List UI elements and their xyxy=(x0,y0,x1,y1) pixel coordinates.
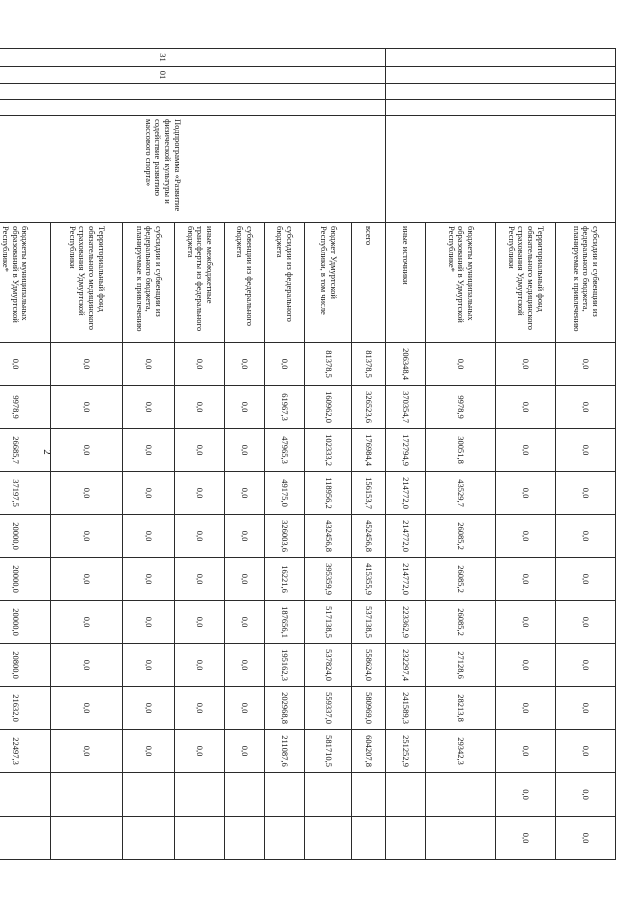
value-cell: 0,0 xyxy=(0,343,51,386)
value-cell: 604207,8 xyxy=(352,730,386,773)
value-cell: 0,0 xyxy=(225,687,265,730)
value-cell: 0,0 xyxy=(496,601,556,644)
value-cell: 214772,0 xyxy=(386,558,426,601)
value-cell xyxy=(426,817,496,860)
value-cell: 0,0 xyxy=(496,515,556,558)
value-cell xyxy=(123,817,175,860)
value-cell: 0,0 xyxy=(496,687,556,730)
value-cell: 415355,9 xyxy=(352,558,386,601)
value-cell: 0,0 xyxy=(556,343,616,386)
value-cell: 0,0 xyxy=(556,817,616,860)
value-cell: 214772,0 xyxy=(386,515,426,558)
value-cell: 326523,6 xyxy=(352,386,386,429)
value-cell xyxy=(386,817,426,860)
value-cell: 172794,9 xyxy=(386,429,426,472)
value-cell: 0,0 xyxy=(225,515,265,558)
gp-code-cell xyxy=(386,49,616,67)
value-cell: 0,0 xyxy=(496,472,556,515)
value-cell: 0,0 xyxy=(496,386,556,429)
value-cell: 28213,8 xyxy=(426,687,496,730)
value-cell: 26085,2 xyxy=(426,515,496,558)
value-cell: 0,0 xyxy=(123,386,175,429)
value-cell: 580969,0 xyxy=(352,687,386,730)
value-cell: 0,0 xyxy=(123,429,175,472)
value-cell: 0,0 xyxy=(496,817,556,860)
funding-source-cell: субсидии и субвенции из федерального бюджета, планируемые к привлечению xyxy=(123,223,175,343)
value-cell: 21632,0 xyxy=(0,687,51,730)
value-cell: 202968,8 xyxy=(265,687,305,730)
value-cell: 0,0 xyxy=(123,558,175,601)
value-cell xyxy=(265,817,305,860)
value-cell: 0,0 xyxy=(123,343,175,386)
value-cell: 20800,0 xyxy=(0,644,51,687)
value-cell: 0,0 xyxy=(496,644,556,687)
value-cell: 0,0 xyxy=(225,472,265,515)
value-cell: 537138,5 xyxy=(352,601,386,644)
funding-table xyxy=(0,48,616,860)
subprogram-name-cell xyxy=(386,116,616,223)
value-cell: 26085,2 xyxy=(426,601,496,644)
value-cell: 0,0 xyxy=(556,644,616,687)
value-cell xyxy=(225,773,265,817)
value-cell: 0,0 xyxy=(556,687,616,730)
value-cell: 0,0 xyxy=(175,558,225,601)
funding-source-cell: Территориальный фонд обязательного медицинского страхования Удмуртской Республики xyxy=(496,223,556,343)
value-cell: 195162,3 xyxy=(265,644,305,687)
table-body xyxy=(0,49,616,860)
funding-source-cell: бюджет Удмуртской Республики, в том числе xyxy=(305,223,352,343)
value-cell: 0,0 xyxy=(175,515,225,558)
value-cell: 0,0 xyxy=(556,515,616,558)
value-cell: 0,0 xyxy=(123,644,175,687)
value-cell: 241589,3 xyxy=(386,687,426,730)
value-cell: 0,0 xyxy=(225,730,265,773)
value-cell: 0,0 xyxy=(556,429,616,472)
table-row xyxy=(556,49,616,860)
value-cell: 0,0 xyxy=(51,515,123,558)
value-cell: 517138,5 xyxy=(305,601,352,644)
value-cell: 0,0 xyxy=(51,472,123,515)
spacer-cell xyxy=(386,84,616,100)
gp-code-cell: 31 xyxy=(0,49,386,67)
value-cell: 0,0 xyxy=(556,472,616,515)
value-cell: 0,0 xyxy=(225,601,265,644)
value-cell: 9978,9 xyxy=(0,386,51,429)
value-cell: 0,0 xyxy=(51,687,123,730)
value-cell: 20000,0 xyxy=(0,558,51,601)
value-cell: 0,0 xyxy=(123,687,175,730)
value-cell: 0,0 xyxy=(51,558,123,601)
value-cell: 9978,9 xyxy=(426,386,496,429)
value-cell: 29342,3 xyxy=(426,730,496,773)
value-cell: 211087,6 xyxy=(265,730,305,773)
value-cell: 452456,8 xyxy=(352,515,386,558)
funding-source-cell: субсидии из федерального бюджета xyxy=(265,223,305,343)
value-cell: 0,0 xyxy=(556,558,616,601)
value-cell: 0,0 xyxy=(556,730,616,773)
value-cell: 0,0 xyxy=(175,429,225,472)
value-cell: 0,0 xyxy=(496,773,556,817)
value-cell: 176984,4 xyxy=(352,429,386,472)
value-cell: 537824,0 xyxy=(305,644,352,687)
value-cell: 81378,5 xyxy=(352,343,386,386)
value-cell: 49175,0 xyxy=(265,472,305,515)
spacer-cell xyxy=(0,100,386,116)
value-cell: 432456,8 xyxy=(305,515,352,558)
value-cell: 0,0 xyxy=(123,472,175,515)
value-cell: 20000,0 xyxy=(0,601,51,644)
value-cell xyxy=(305,817,352,860)
funding-source-cell: всего xyxy=(352,223,386,343)
value-cell xyxy=(352,773,386,817)
subprogram-name-cell: Подпрограмма «Развитие физической культуры и содействие развитию массового спорта» xyxy=(0,116,386,223)
value-cell: 0,0 xyxy=(496,558,556,601)
value-cell: 0,0 xyxy=(496,343,556,386)
pp-code-cell: 01 xyxy=(0,67,386,84)
value-cell: 232297,4 xyxy=(386,644,426,687)
value-cell: 187656,1 xyxy=(265,601,305,644)
value-cell: 223362,9 xyxy=(386,601,426,644)
value-cell xyxy=(225,817,265,860)
funding-source-cell: субвенции из федерального бюджета xyxy=(225,223,265,343)
value-cell: 0,0 xyxy=(225,386,265,429)
value-cell: 43529,7 xyxy=(426,472,496,515)
funding-source-cell: Территориальный фонд обязательного медицинского страхования Удмуртской Республики xyxy=(51,223,123,343)
table-viewport xyxy=(1,48,616,860)
value-cell: 0,0 xyxy=(123,601,175,644)
value-cell xyxy=(0,817,51,860)
value-cell: 395359,9 xyxy=(305,558,352,601)
value-cell: 26085,2 xyxy=(426,558,496,601)
value-cell: 0,0 xyxy=(123,515,175,558)
value-cell: 156153,7 xyxy=(352,472,386,515)
value-cell: 16221,6 xyxy=(265,558,305,601)
value-cell: 0,0 xyxy=(556,601,616,644)
value-cell: 0,0 xyxy=(175,687,225,730)
value-cell: 102333,2 xyxy=(305,429,352,472)
value-cell: 0,0 xyxy=(51,343,123,386)
funding-source-cell: иные межбюджетные трансферты из федерального бюджета xyxy=(175,223,225,343)
value-cell: 0,0 xyxy=(225,343,265,386)
value-cell: 214772,0 xyxy=(386,472,426,515)
value-cell xyxy=(0,773,51,817)
value-cell: 326003,6 xyxy=(265,515,305,558)
pp-code-cell xyxy=(386,67,616,84)
funding-source-cell: субсидии и субвенции из федерального бюджета, планируемые к привлечению xyxy=(556,223,616,343)
value-cell: 0,0 xyxy=(175,601,225,644)
value-cell: 0,0 xyxy=(175,644,225,687)
page-number: 2 xyxy=(41,449,53,455)
value-cell: 20000,0 xyxy=(0,515,51,558)
value-cell xyxy=(123,773,175,817)
rotated-page xyxy=(1,48,616,860)
funding-source-cell: иные источники xyxy=(386,223,426,343)
value-cell: 0,0 xyxy=(175,343,225,386)
value-cell: 0,0 xyxy=(225,429,265,472)
value-cell: 47965,3 xyxy=(265,429,305,472)
funding-source-cell: бюджеты муниципальных образований в Удмуртской Республике* xyxy=(426,223,496,343)
value-cell: 0,0 xyxy=(51,730,123,773)
value-cell: 558624,0 xyxy=(352,644,386,687)
value-cell: 27128,6 xyxy=(426,644,496,687)
value-cell xyxy=(352,817,386,860)
value-cell: 26685,7 xyxy=(0,429,51,472)
value-cell: 559337,0 xyxy=(305,687,352,730)
value-cell: 0,0 xyxy=(496,730,556,773)
value-cell: 0,0 xyxy=(123,730,175,773)
value-cell: 0,0 xyxy=(175,386,225,429)
value-cell: 30051,8 xyxy=(426,429,496,472)
spacer-cell xyxy=(386,100,616,116)
value-cell xyxy=(386,773,426,817)
value-cell: 370354,7 xyxy=(386,386,426,429)
value-cell xyxy=(51,773,123,817)
value-cell: 118956,2 xyxy=(305,472,352,515)
value-cell: 61967,3 xyxy=(265,386,305,429)
value-cell xyxy=(51,817,123,860)
value-cell: 0,0 xyxy=(556,386,616,429)
table-row xyxy=(352,49,386,860)
value-cell xyxy=(265,773,305,817)
value-cell: 0,0 xyxy=(51,386,123,429)
value-cell: 251252,9 xyxy=(386,730,426,773)
value-cell xyxy=(175,817,225,860)
value-cell: 206348,4 xyxy=(386,343,426,386)
value-cell: 581710,5 xyxy=(305,730,352,773)
value-cell: 0,0 xyxy=(175,730,225,773)
value-cell: 0,0 xyxy=(51,644,123,687)
value-cell: 160962,0 xyxy=(305,386,352,429)
value-cell xyxy=(175,773,225,817)
value-cell: 0,0 xyxy=(51,601,123,644)
value-cell xyxy=(305,773,352,817)
value-cell xyxy=(426,773,496,817)
value-cell: 22497,3 xyxy=(0,730,51,773)
value-cell: 37197,5 xyxy=(0,472,51,515)
spacer-cell xyxy=(0,84,386,100)
value-cell: 0,0 xyxy=(426,343,496,386)
value-cell: 0,0 xyxy=(225,558,265,601)
value-cell: 0,0 xyxy=(175,472,225,515)
value-cell: 0,0 xyxy=(265,343,305,386)
value-cell: 81378,5 xyxy=(305,343,352,386)
value-cell: 0,0 xyxy=(225,644,265,687)
funding-source-cell: бюджеты муниципальных образований в Удмуртской Республике* xyxy=(0,223,51,343)
value-cell: 0,0 xyxy=(51,429,123,472)
value-cell: 0,0 xyxy=(496,429,556,472)
value-cell: 0,0 xyxy=(556,773,616,817)
